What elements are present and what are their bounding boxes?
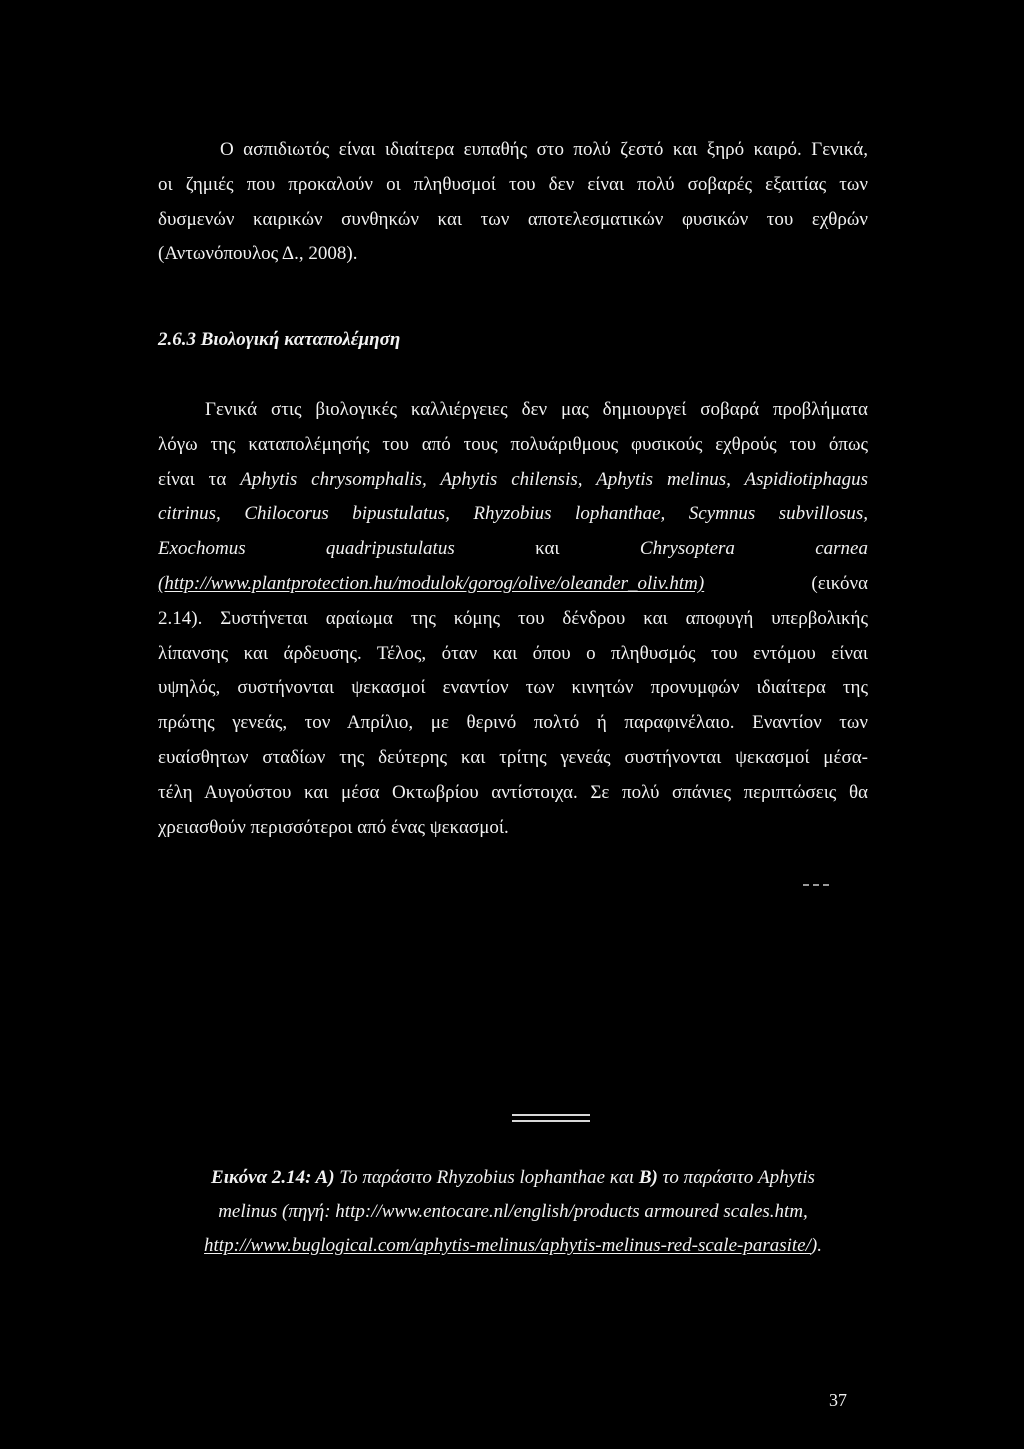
text-segment: υψηλός, συστήνονται ψεκασμοί εναντίον των κινητών προνυμφών ιδιαίτερα της <box>158 677 868 699</box>
caption-line <box>158 1195 868 1229</box>
paragraph-line <box>158 741 868 776</box>
caption-line <box>158 1229 868 1263</box>
paragraph-line <box>158 671 868 706</box>
species-names: citrinus, Chilocorus bipustulatus, Rhyzobius lophanthae, Scymnus subvillosus, <box>158 503 868 525</box>
section-title: Βιολογική καταπολέμηση <box>200 329 401 350</box>
paragraph-line <box>158 811 868 846</box>
text-segment: τέλη Αυγούστου και μέσα Οκτωβρίου αντίστοιχα. Σε πολύ σπάνιες περιπτώσεις θα <box>158 781 868 803</box>
species-name: Exochomus quadripustulatus <box>158 538 455 560</box>
species-names: Aphytis chrysomphalis, Aphytis chilensis, Aphytis melinus, Aspidiotiphagus <box>240 468 868 490</box>
paragraph-1 <box>158 133 868 272</box>
paragraph-line <box>158 428 868 463</box>
text-segment: χρειασθούν περισσότεροι από ένας ψεκασμοί. <box>158 816 509 838</box>
paragraph-line <box>158 532 868 567</box>
paragraph-line <box>158 706 868 741</box>
figure-caption <box>158 1161 868 1263</box>
text-segment: Το παράσιτο Rhyzobius lophanthae και <box>334 1167 639 1188</box>
paragraph-line <box>158 637 868 672</box>
text-segment: λόγω της καταπολέμησής του από τους πολυάριθμους φυσικούς εχθρούς του όπως <box>158 433 868 455</box>
text-segment: λίπανσης και άρδευσης. Τέλος, όταν και όπου ο πληθυσμός του εντόμου είναι <box>158 642 868 664</box>
section-heading <box>158 323 868 358</box>
scan-artifact-rule <box>512 1114 590 1116</box>
panel-label-b: Β) <box>638 1167 658 1188</box>
paragraph-line <box>158 776 868 811</box>
section-number: 2.6.3 <box>158 329 196 350</box>
paragraph-line <box>158 497 868 532</box>
source-link[interactable]: http://www.buglogical.com/aphytis-melinus/aphytis-melinus-red-scale-parasite/ <box>204 1235 811 1256</box>
caption-source: melinus (πηγή: http://www.entocare.nl/english/products armoured scales.htm, <box>218 1201 808 1222</box>
text-segment: ). <box>810 1235 822 1256</box>
paragraph-line <box>158 463 868 498</box>
paragraph-line: οι ζημιές που προκαλούν οι πληθυσμοί του δεν είναι πολύ σοβαρές εξαιτίας των <box>158 173 868 195</box>
text-segment: το παράσιτο Aphytis <box>657 1167 815 1188</box>
text-segment: είναι τα <box>158 468 241 490</box>
text-segment: Γενικά στις βιολογικές καλλιέργειες δεν μας δημιουργεί σοβαρά προβλήματα <box>205 399 868 420</box>
paragraph-line: (Αντωνόπουλος Δ., 2008). <box>158 243 358 265</box>
paragraph-line <box>158 393 868 428</box>
text-segment: 2.14). Συστήνεται αραίωμα της κόμης του δένδρου και αποφυγή υπερβολικής <box>158 607 868 629</box>
panel-label-a: Α) <box>311 1167 335 1188</box>
caption-line <box>158 1161 868 1195</box>
text-segment: ευαίσθητων σταδίων της δεύτερης και τρίτης γενεάς συστήνονται ψεκασμοί μέσα- <box>158 746 868 768</box>
text-segment: και <box>454 538 640 560</box>
scan-artifact-mark <box>803 884 829 886</box>
text-segment: (εικόνα <box>704 572 868 594</box>
species-name: Chrysoptera carnea <box>639 538 868 560</box>
scan-artifact-rule <box>512 1120 590 1122</box>
paragraph-line <box>158 567 868 602</box>
paragraph-2 <box>158 393 868 845</box>
text-segment: πρώτης γενεάς, τον Απρίλιο, με θερινό πολτό ή παραφινέλαιο. Εναντίον των <box>158 712 868 734</box>
paragraph-line: Ο ασπιδιωτός είναι ιδιαίτερα ευπαθής στο πολύ ζεστό και ξηρό καιρό. Γενικά, <box>220 139 868 160</box>
page-number: 37 <box>829 1390 847 1410</box>
figure-label: Εικόνα 2.14: <box>211 1167 312 1188</box>
paragraph-line <box>158 602 868 637</box>
paragraph-line: δυσμενών καιρικών συνθηκών και των αποτελεσματικών φυσικών του εχθρών <box>158 208 868 230</box>
source-link[interactable]: (http://www.plantprotection.hu/modulok/gorog/olive/oleander_oliv.htm) <box>158 572 705 594</box>
